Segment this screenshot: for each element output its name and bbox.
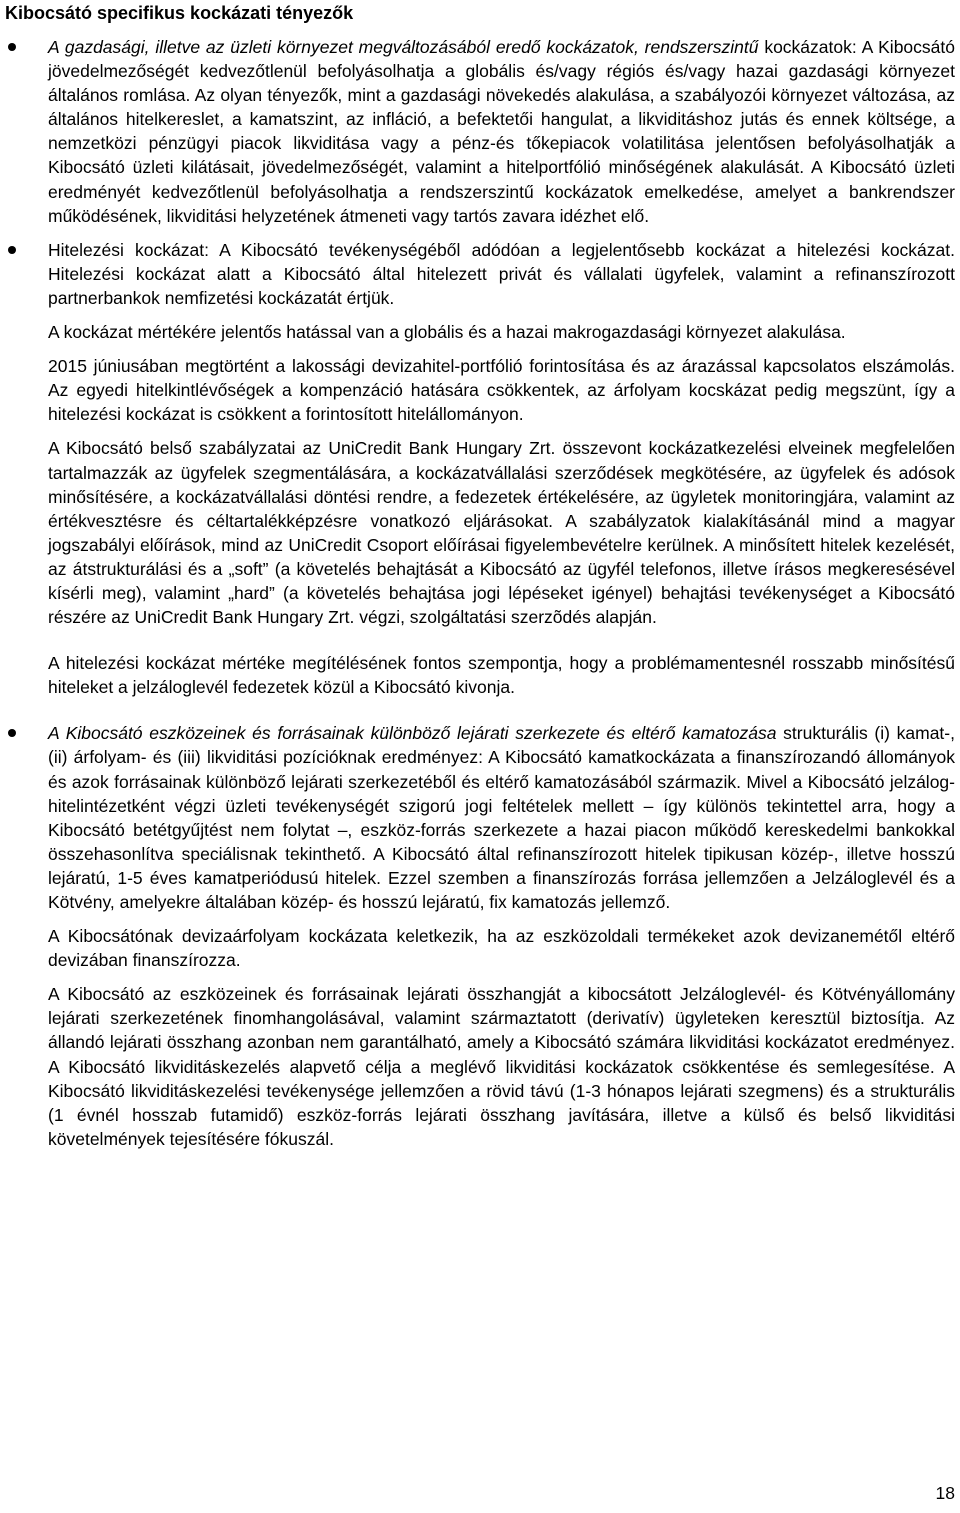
paragraph: A kockázat mértékére jelentős hatással van a globális és a hazai makrogazdasági környezet alakulása. (48, 322, 846, 343)
paragraph: A Kibocsátó belső szabályzatai az UniCredit Bank Hungary Zrt. összevont kockázatkezelési elveinek megfelelően tartalmazzák az ügyfelek szegmentálására, a kockázatvállalási szerződések megkötésére, az ügyfelek és adósok minősítésére, a kockázatvállalási döntési rendre, a fedezetek értékelésére, az ügyletek monitoringjára, valamint az értékvesztésre és céltartalékképzésre vonatkozó eljárásokat. A szabályzatok kialakításánál mind a magyar jogszabályi előírások, mind az UniCredit Csoport előírásai figyelembevételre kerülnek. A minősített hitelek kezelését, az átstrukturálási és a „soft” (a követelés behajtását a Kibocsátó az ügyfél telefonos, illetve írásos megkeresésével kísérli meg), valamint „hard” (a követelés behajtása jogi lépéseket igényel) behajtási tevékenységet a Kibocsátó részére az UniCredit Bank Hungary Zrt. végzi, szolgáltatási szerzõdés alapján. (48, 438, 955, 628)
bullet-icon (8, 246, 16, 254)
italic-lead: A Kibocsátó eszközeinek és forrásainak különböző lejárati szerkezete és eltérő kamatozása (48, 723, 777, 744)
paragraph (48, 35, 955, 228)
page-title: Kibocsátó specifikus kockázati tényezők (5, 3, 354, 23)
section-credit-risk (48, 238, 955, 700)
paragraph: A Kibocsátó az eszközeinek és forrásainak lejárati összhangját a kibocsátott Jelzáloglevél- és Kötvényállomány lejárati szerkezetének finomhangolásával, valamint származtatott (derivatív) ügyleteken keresztül biztosítja. Az állandó lejárati összhang azonban nem garantálható, amely a Kibocsátó számára likviditási kockázatot eredményez. A Kibocsátó likviditáskezelés alapvető célja a meglévő likviditási kockázatok csökkentése és semlegesítése. A Kibocsátó likviditáskezelési tevékenysége jellemzően a rövid távú (1-3 hónapos lejárati szegmens) és a strukturális (1 évnél hosszab futamidő) eszköz-forrás lejárati összhang javítására, illetve a külső és belső likviditási követelmények tejesítésére fókuszál. (48, 984, 955, 1149)
bullet-icon (8, 729, 16, 737)
paragraph: A hitelezési kockázat mértéke megítélésének fontos szempontja, hogy a problémamentesnél rosszabb minősítésű hiteleket a jelzáloglevél fedezetek közül a Kibocsátó kivonja. (48, 653, 955, 698)
italic-lead: A gazdasági, illetve az üzleti környezet megváltozásából eredő kockázatok, rendszerszintű (48, 37, 759, 57)
document-body (48, 35, 955, 1151)
section-maturity-risk (48, 721, 955, 1151)
paragraph (48, 721, 955, 914)
page-number: 18 (935, 1483, 955, 1503)
paragraph-text: strukturális (i) kamat-, (ii) árfolyam- és (iii) likviditási pozícióknak eredményez: A Kibocsátó kamatkockázata a finanszírozandó állományok és azok forrásainak különböző lejárati szerkezetéből és eltérő kamatozásából származik. Mivel a Kibocsátó jelzálog-hitelintézetként végzi üzleti tevékenységét szigorú jogi feltételek mellett – így különös tekintettel arra, hogy a Kibocsátó betétgyűjtést nem folytat –, eszköz-forrás szerkezete a hazai piacon működő kereskedelmi bankokkal összehasonlítva speciálisnak tekinthető. A Kibocsátó által refinanszírozott hitelek tipikusan közép-, illetve hosszú lejáratú, 1-5 éves kamatperiódusú hitelek. Ezzel szemben a finanszírozás forrása jellemzően a Jelzáloglevél és a Kötvény, amelyekre általában közép- és hosszú lejáratú, fix kamatozás jellemző. (48, 723, 955, 912)
paragraph: Hitelezési kockázat: A Kibocsátó tevékenységéből adódóan a legjelentősebb kockázat a hitelezési kockázat. Hitelezési kockázat alatt a Kibocsátó által hitelezett privát és vállalati ügyfelek, valamint a refinanszírozott partnerbankok nemfizetési kockázatát értjük. (48, 239, 955, 308)
paragraph: 2015 júniusában megtörtént a lakossági devizahitel-portfólió forintosítása és az árazással kapcsolatos elszámolás. Az egyedi hitelkintlévőségek a kompenzáció hatására csökkentek, az árfolyam kocskázat pedig megszünt, így a hitelezési kockázat is csökkent a forintosított hitelállományon. (48, 356, 955, 425)
paragraph-text: kockázatok: A Kibocsátó jövedelmezőségét kedvezőtlenül befolyásolhatja a globális és/vagy régiós és/vagy hazai gazdasági környezet általános romlása. Az olyan tényezők, mint a gazdasági növekedés alakulása, a szabályozói környezet változása, az általános hitelkereslet, a kamatszint, az infláció, a befektetői hangulat, a likviditáshoz jutás és ennek költsége, a nemzetközi pénzügyi piacok likviditása vagy a pénz-és tőkepiacok volatilitása jelentősen befolyásolhatják a Kibocsátó üzleti kilátásait, jövedelmezőségét, valamint a hitelportfólió minőségének alakulását. A Kibocsátó üzleti eredményét kedvezőtlenül befolyásolhatja a rendszerszintű kockázatok emelkedése, amelyet a bankrendszer működésének, likviditási helyzetének átmeneti vagy tartós zavara idézhet elő. (48, 37, 955, 226)
paragraph: A Kibocsátónak devizaárfolyam kockázata keletkezik, ha az eszközoldali termékeket azok devizanemétől eltérő devizában finanszírozza. (48, 926, 955, 971)
bullet-icon (8, 43, 16, 51)
section-economic-risk (48, 35, 955, 228)
